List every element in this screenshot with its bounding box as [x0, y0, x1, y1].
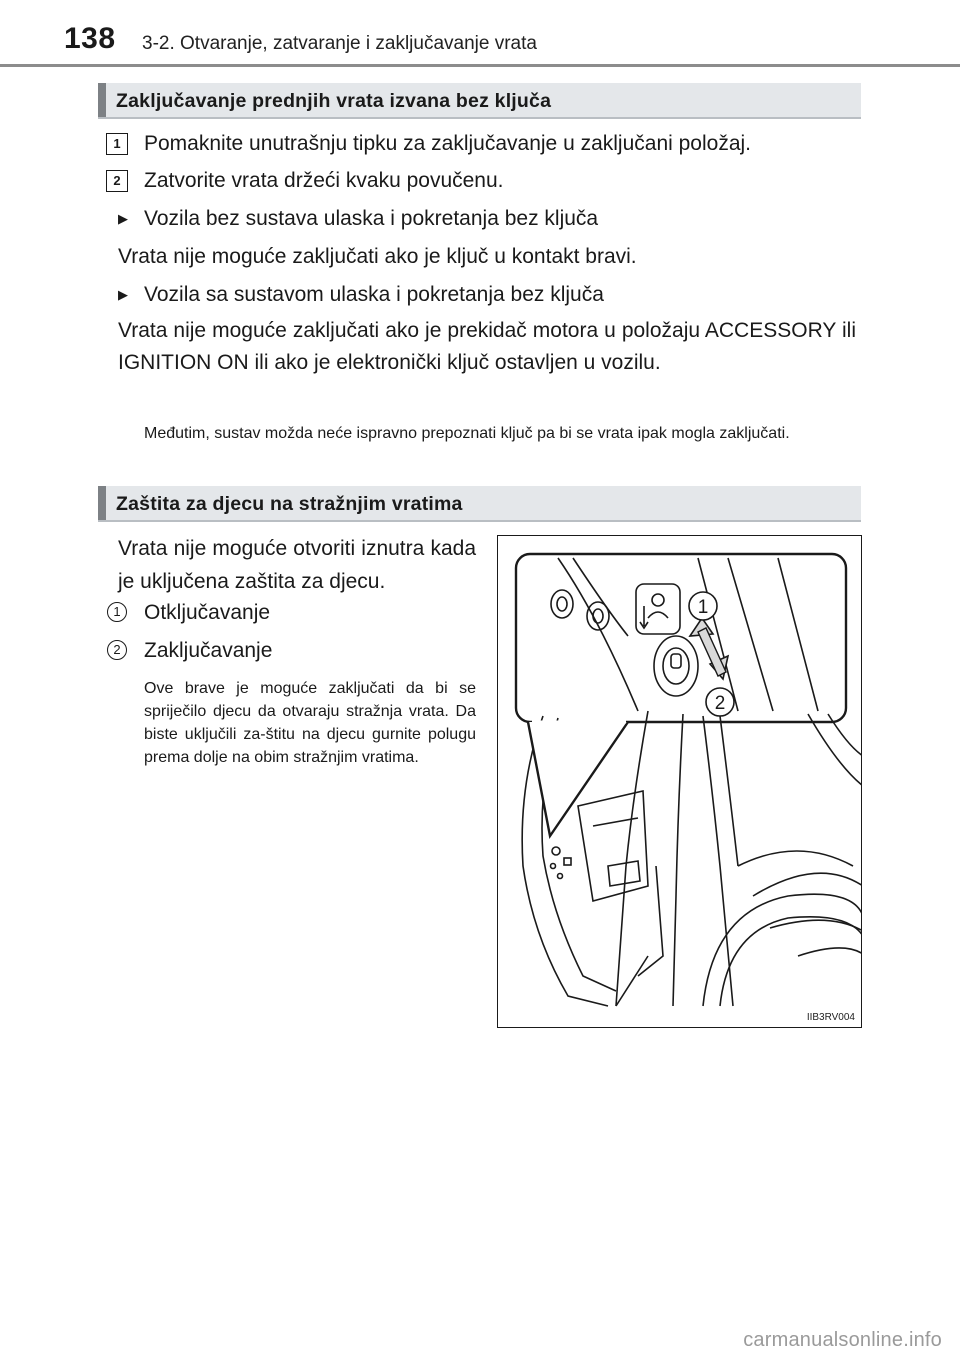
svg-text:1: 1	[697, 597, 709, 618]
step-number-badge: 1	[106, 133, 128, 155]
bullet-arrow-icon: ▶	[118, 211, 128, 226]
section-accent-bar	[98, 83, 106, 117]
item-number-badge: 2	[107, 640, 127, 660]
bullet-heading: Vozila sa sustavom ulaska i pokretanja bez ključa	[144, 283, 604, 306]
item-label-unlock: Otključavanje	[144, 601, 271, 624]
figure-code: IIB3RV004	[806, 1012, 855, 1023]
child-lock-note: Ove brave je moguće zaključati da bi se spriječilo djecu da otvaraju stražnja vrata. Da biste uključili za-štitu na djecu gurnite polugu prema dolje na obim stražnjim vratima.	[144, 680, 476, 766]
step-text: Zatvorite vrata držeći kvaku povučenu.	[144, 169, 504, 192]
chapter-title: 3-2. Otvaranje, zatvaranje i zaključavanje vrata	[142, 33, 537, 54]
page-number: 138	[64, 22, 116, 55]
section-title: Zaključavanje prednjih vrata izvana bez ključa	[116, 90, 552, 112]
bullet-arrow-icon: ▶	[118, 287, 128, 302]
child-lock-illustration	[497, 535, 862, 1028]
bullet-heading: Vozila bez sustava ulaska i pokretanja bez ključa	[144, 207, 599, 230]
callout-2	[706, 688, 734, 716]
section-heading-front-door-locking	[98, 83, 861, 119]
watermark-text: carmanualsonline.info	[743, 1329, 942, 1351]
section-accent-bar	[98, 486, 106, 520]
section-heading-child-lock	[98, 486, 861, 522]
bullet-body-text: Vrata nije moguće zaključati ako je ključ u kontakt bravi.	[118, 245, 637, 268]
svg-text:2: 2	[714, 693, 726, 714]
bullet-note: Međutim, sustav možda neće ispravno prepoznati ključ pa bi se vrata ipak mogla zaključati.	[144, 425, 790, 442]
child-lock-intro: Vrata nije moguće otvoriti iznutra kada je uključena zaštita za djecu.	[118, 537, 476, 593]
step-number-badge: 2	[106, 170, 128, 192]
item-number-badge: 1	[107, 602, 127, 622]
item-label-lock: Zaključavanje	[144, 639, 273, 662]
step-text: Pomaknite unutrašnju tipku za zaključavanje u zaključani položaj.	[144, 132, 752, 155]
header-divider	[0, 64, 960, 67]
rear-door-drawing	[498, 536, 862, 1028]
section-title: Zaštita za djecu na stražnjim vratima	[116, 493, 463, 515]
callout-1	[689, 592, 717, 620]
bullet-body-text: Vrata nije moguće zaključati ako je prekidač motora u položaju ACCESSORY ili IGNITION ON ili ako je elektronički ključ ostavljen u vozilu.	[118, 319, 856, 374]
